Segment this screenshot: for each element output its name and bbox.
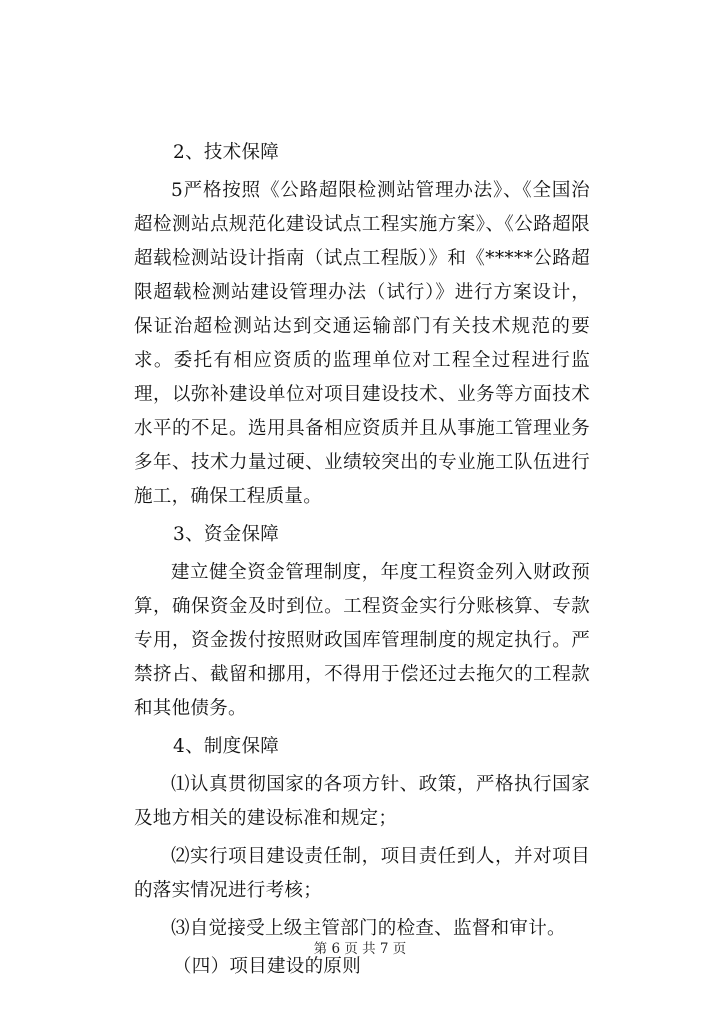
paragraph-system-3: ⑶自觉接受上级主管部门的检查、监督和审计。: [171, 918, 566, 939]
section-heading-tech: 2、技术保障: [173, 142, 280, 163]
paragraph-system-1: ⑴认真贯彻国家的各项方针、政策，严格执行国家及地方相关的建设标准和规定；: [134, 774, 590, 829]
section-heading-funds: 3、资金保障: [173, 524, 280, 545]
section-heading-system: 4、制度保障: [173, 736, 280, 757]
paragraph-system-2: ⑵实行项目建设责任制，项目责任到人，并对项目的落实情况进行考核；: [134, 846, 590, 901]
closing-heading: （四）项目建设的原则: [173, 956, 362, 977]
paragraph-tech: 5严格按照《公路超限检测站管理办法》、《全国治超检测站点规范化建设试点工程实施方案》、《公路超限超载检测站设计指南（试点工程版）》和《*****公路超限超载检测站建设管理办法（试行）》进行方案设计，保证治超检测站达到交通运输部门有关技术规范的要求。委托有相应资质的监理单位对工程全过程进行监理，以弥补建设单位对项目建设技术、业务等方面技术水平的不足。选用具备相应资质并且从事施工管理业务多年、技术力量过硬、业绩较突出的专业施工队伍进行施工，确保工程质量。: [134, 180, 590, 507]
document-body: [134, 136, 590, 988]
page-footer: 第 6 页 共 7 页: [313, 941, 407, 957]
paragraph-funds: 建立健全资金管理制度，年度工程资金列入财政预算，确保资金及时到位。工程资金实行分账核算、专款专用，资金拨付按照财政国库管理制度的规定执行。严禁挤占、截留和挪用，不得用于偿还过去拖欠的工程款和其他债务。: [134, 562, 590, 719]
